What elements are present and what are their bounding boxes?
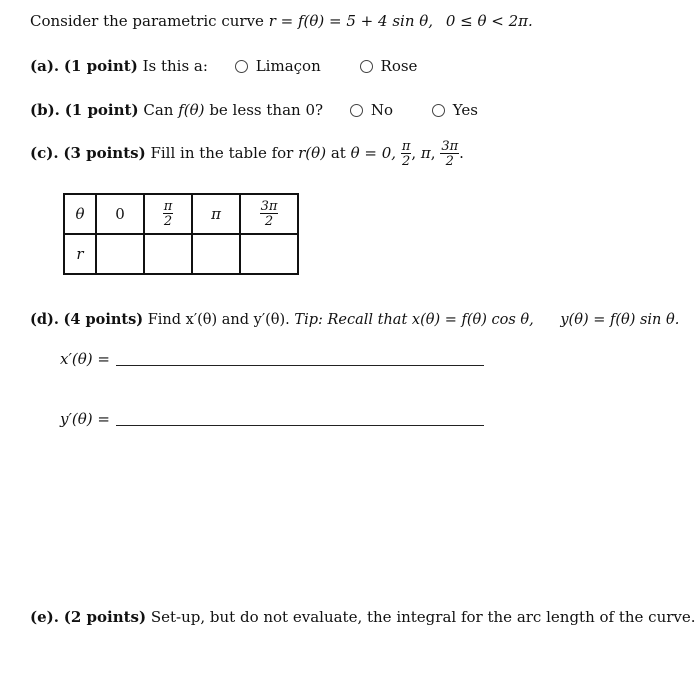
answer-y-line[interactable] — [116, 425, 484, 426]
part-e-text: Set-up, but do not evaluate, the integral for the arc length of the curve. — [150, 608, 696, 626]
part-d-tip-y: y(θ) = f(θ) sin θ. — [560, 312, 680, 328]
part-a-label: (a). — [30, 57, 60, 75]
option-limacon[interactable] — [235, 57, 321, 75]
part-e — [30, 608, 696, 626]
curve-domain: 0 ≤ θ < 2π. — [445, 12, 533, 30]
radio-limacon[interactable] — [235, 60, 248, 73]
r-row — [64, 234, 298, 274]
part-a — [30, 57, 417, 75]
part-a-points: (1 point) — [63, 57, 138, 75]
theta-cell-0: 0 — [96, 194, 144, 234]
radio-no[interactable] — [350, 104, 363, 117]
option-no[interactable] — [350, 101, 393, 119]
part-b — [30, 101, 478, 119]
angle-pi-over-2: $\frac{\pi}{2}$ — [401, 139, 411, 169]
angle-3pi-over-2: $\frac{3\pi}{2}$ — [441, 139, 459, 169]
part-b-label: (b). — [30, 101, 60, 119]
part-b-question-prefix: Can — [143, 101, 174, 119]
part-e-points: (2 points) — [63, 608, 147, 626]
part-d-text: Find x′(θ) and y′(θ). — [147, 312, 290, 328]
intro-text: Consider the parametric curve — [30, 12, 264, 30]
r-cell-pi[interactable] — [192, 234, 240, 274]
theta-header: θ — [64, 194, 96, 234]
part-d-label: (d). — [30, 311, 59, 328]
answer-x-line[interactable] — [116, 365, 484, 366]
part-c-at: at — [330, 144, 346, 162]
part-a-question: Is this a: — [142, 57, 208, 75]
part-d-tip: Tip: Recall that — [294, 312, 408, 328]
part-c-theta-eq: θ = 0, — [350, 144, 397, 162]
option-yes[interactable] — [432, 101, 478, 119]
problem-statement — [30, 12, 533, 30]
part-c-points: (3 points) — [63, 144, 146, 162]
theta-row — [64, 194, 298, 234]
part-b-func: f(θ) — [178, 101, 205, 119]
r-cell-pi-over-2[interactable] — [144, 234, 192, 274]
part-b-question-suffix: be less than 0? — [209, 101, 324, 119]
option-no-label: No — [370, 101, 393, 119]
angle-pi: π — [420, 144, 431, 162]
part-b-points: (1 point) — [64, 101, 139, 119]
option-yes-label: Yes — [452, 101, 478, 119]
part-d — [30, 311, 679, 328]
values-table — [63, 193, 299, 275]
r-header: r — [64, 234, 96, 274]
part-e-label: (e). — [30, 608, 59, 626]
r-cell-3pi-over-2[interactable] — [240, 234, 298, 274]
theta-cell-pi-over-2: $\frac{\pi}{2}$ — [144, 194, 192, 234]
part-d-points: (4 points) — [63, 311, 144, 328]
curve-formula: r = f(θ) = 5 + 4 sin θ, — [268, 12, 434, 30]
r-cell-0[interactable] — [96, 234, 144, 274]
part-c-text: Fill in the table for — [150, 144, 294, 162]
part-c: (c). (3 points) Fill in the table for r(θ) at θ = 0, $\frac{\pi}{2}$ , π, $\frac{3\pi}{2}$ . — [30, 139, 464, 169]
answer-x-label: x′(θ) = — [60, 350, 110, 368]
radio-rose[interactable] — [360, 60, 373, 73]
theta-cell-pi: π — [192, 194, 240, 234]
option-rose[interactable] — [360, 57, 418, 75]
option-limacon-label: Limaçon — [255, 57, 321, 75]
theta-cell-3pi-over-2: $\frac{3\pi}{2}$ — [240, 194, 298, 234]
radio-yes[interactable] — [432, 104, 445, 117]
part-c-func: r(θ) — [298, 144, 327, 162]
part-d-tip-x: x(θ) = f(θ) cos θ, — [411, 312, 534, 328]
part-c-label: (c). — [30, 144, 59, 162]
option-rose-label: Rose — [380, 57, 418, 75]
answer-y-label: y′(θ) = — [60, 410, 110, 428]
